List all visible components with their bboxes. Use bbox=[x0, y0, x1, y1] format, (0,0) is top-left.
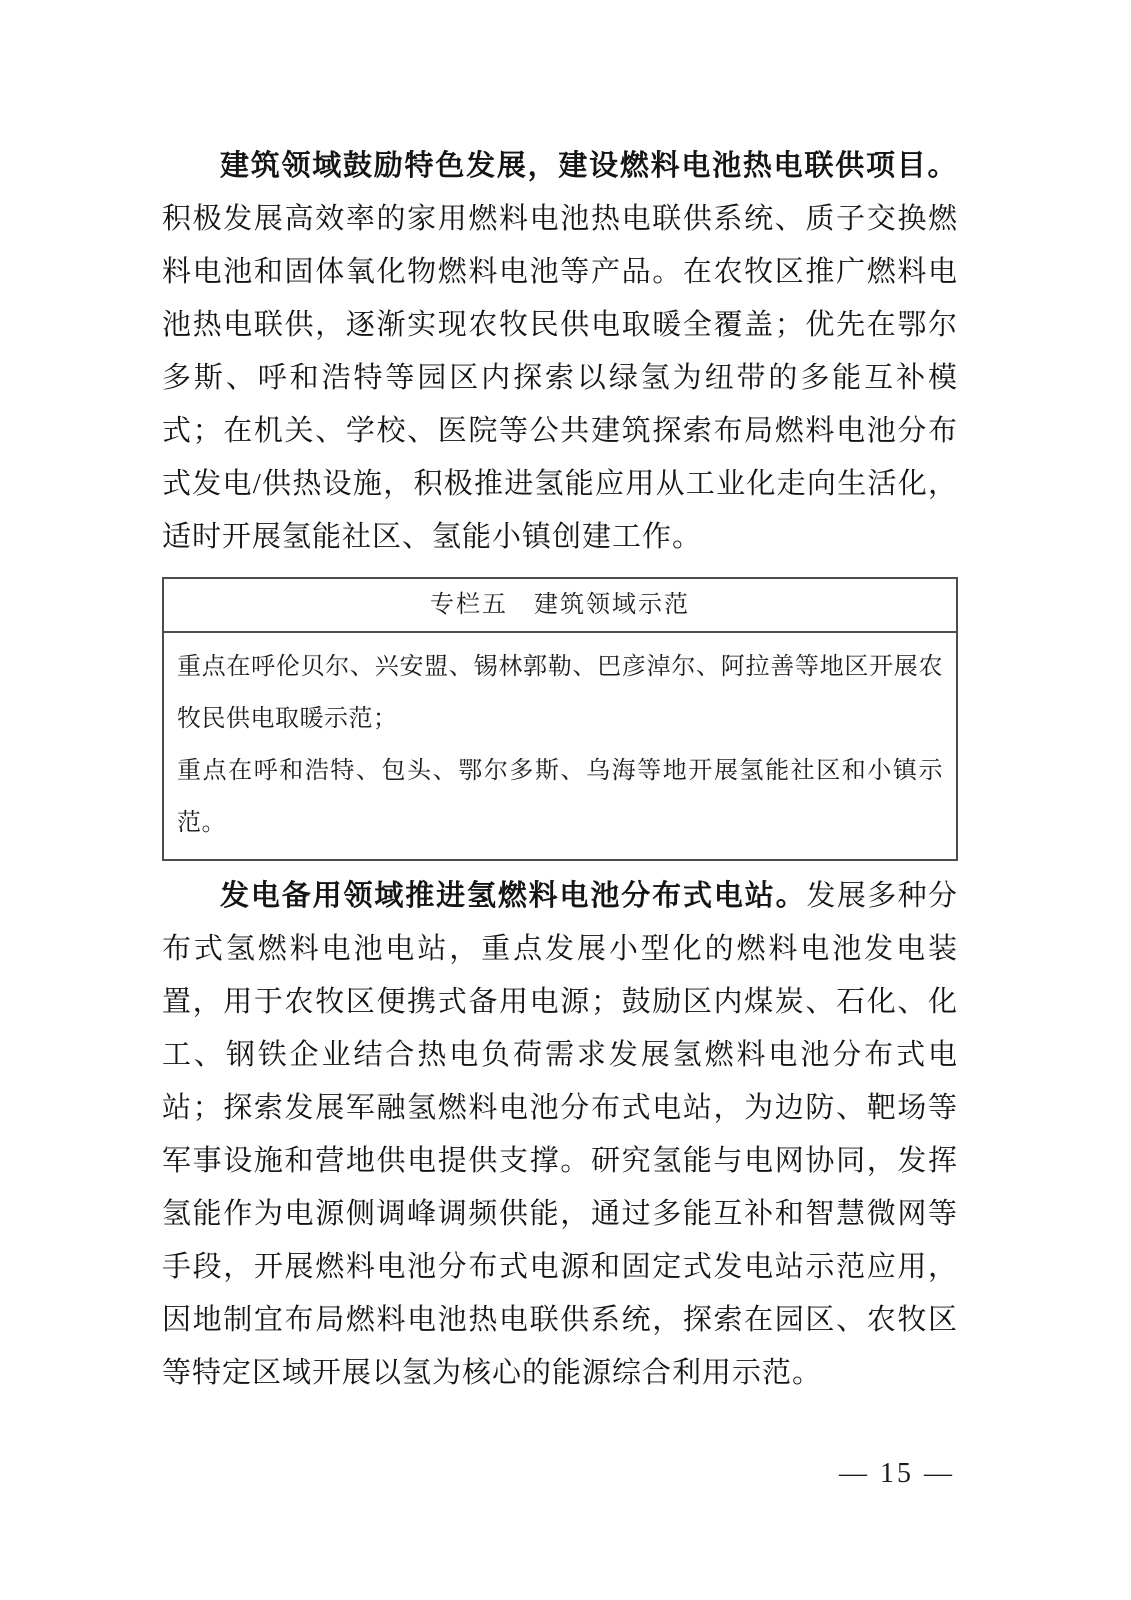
paragraph-building-sector bbox=[162, 140, 958, 564]
page-number: — 15 — bbox=[839, 1458, 955, 1489]
callout-title: 专栏五 建筑领域示范 bbox=[164, 579, 956, 633]
paragraph-building-sector-text: 积极发展高效率的家用燃料电池热电联供系统、质子交换燃料电池和固体氧化物燃料电池等产品。在农牧区推广燃料电池热电联供，逐渐实现农牧民供电取暖全覆盖；优先在鄂尔多斯、呼和浩特等园区内探索以绿氢为纽带的多能互补模式；在机关、学校、医院等公共建筑探索布局燃料电池分布式发电/供热设施，积极推进氢能应用从工业化走向生活化，适时开展氢能社区、氢能小镇创建工作。 bbox=[162, 203, 958, 553]
callout-body bbox=[164, 633, 956, 859]
paragraph-backup-power-lead: 发电备用领域推进氢燃料电池分布式电站。 bbox=[220, 880, 807, 912]
document-content bbox=[162, 140, 958, 1400]
callout-box-column-five bbox=[162, 577, 958, 861]
paragraph-building-sector-lead: 建筑领域鼓励特色发展，建设燃料电池热电联供项目。 bbox=[220, 150, 958, 182]
paragraph-backup-power bbox=[162, 870, 958, 1400]
callout-item-heating-demo: 重点在呼伦贝尔、兴安盟、锡林郭勒、巴彦淖尔、阿拉善等地区开展农牧民供电取暖示范； bbox=[177, 654, 943, 732]
callout-item-community-demo: 重点在呼和浩特、包头、鄂尔多斯、乌海等地开展氢能社区和小镇示范。 bbox=[177, 758, 943, 836]
paragraph-backup-power-text: 发展多种分布式氢燃料电池电站，重点发展小型化的燃料电池发电装置，用于农牧区便携式备用电源；鼓励区内煤炭、石化、化工、钢铁企业结合热电负荷需求发展氢燃料电池分布式电站；探索发展军融氢燃料电池分布式电站，为边防、靶场等军事设施和营地供电提供支撑。研究氢能与电网协同，发挥氢能作为电源侧调峰调频供能，通过多能互补和智慧微网等手段，开展燃料电池分布式电源和固定式发电站示范应用，因地制宜布局燃料电池热电联供系统，探索在园区、农牧区等特定区域开展以氢为核心的能源综合利用示范。 bbox=[162, 880, 958, 1389]
